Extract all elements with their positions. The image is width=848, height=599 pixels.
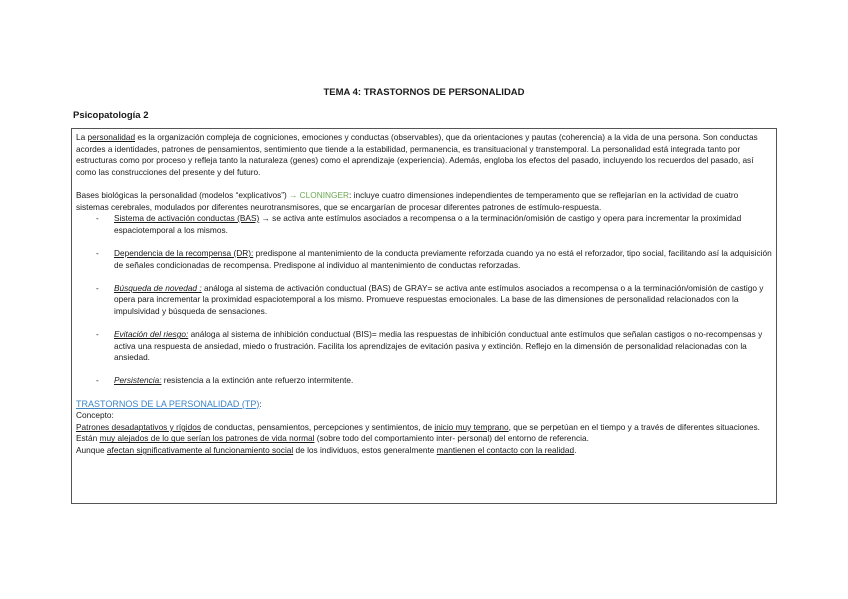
tp-line-1 bbox=[76, 422, 772, 434]
tp-term-patrones: Patrones desadaptativos y rígidos bbox=[76, 421, 201, 432]
dimensions-list bbox=[76, 213, 772, 236]
list-item bbox=[76, 213, 772, 236]
intro-text-rest: es la organización compleja de cogniciones, emociones y conductas (observables), que da orientaciones y pautas (coherencia) a la vida de una persona. Son conductas acordes a identidades, patrones de pensamientos, sentimiento que tiende a la estabilidad, permanencia, es transituacional y transtemporal. La personalidad está integrada tanto por estructuras como por proceso y refleja tanto la naturaleza (genes) como el aprendizaje (experiencia). Además, engloba los efectos del pasado, incluyendo los recuerdos del pasado, así como las construcciones del presente y del futuro. bbox=[76, 132, 758, 177]
concept-label: Concepto: bbox=[76, 410, 114, 421]
list-item bbox=[76, 375, 772, 387]
tp-text: de conductas, pensamientos, percepciones y sentimientos, de bbox=[201, 421, 435, 432]
tp-text: Están bbox=[76, 433, 100, 444]
item-text: análoga al sistema de inhibición conductual (BIS)= media las respuestas de inhibición conductual ante estímulos que señalan castigos o no-recompensas y activa una respuesta de ansiedad, miedo o frustración. Facilita los aprendizajes de evitación pasiva y extinción. Reflejo en la dimensión de personalidad relacionadas con la ansiedad. bbox=[114, 329, 763, 363]
bullet-dash: - bbox=[96, 375, 99, 386]
bullet-dash: - bbox=[96, 247, 99, 258]
bullet-dash: - bbox=[96, 213, 99, 224]
cloninger-term: CLONINGER bbox=[299, 189, 349, 200]
dimensions-list bbox=[76, 283, 772, 318]
item-text: resistencia a la extinción ante refuerzo intermitente. bbox=[161, 375, 354, 386]
list-item bbox=[76, 248, 772, 271]
bases-text-rest: : incluye cuatro dimensiones independientes de temperamento que se reflejarían en la actividad de cuatro sistemas cerebrales, modulados por diferentes neurotransmisores, que se encargarían de procesar diferentes patrones de estímulo-respuesta. bbox=[76, 189, 739, 212]
tp-term-afectan: afectan significativamente al funcionamiento social bbox=[106, 445, 294, 456]
bases-text: Bases biológicas la personalidad (modelos “explicativos”) bbox=[76, 189, 290, 200]
tp-text: Aunque bbox=[76, 445, 107, 456]
tp-heading-suffix: : bbox=[259, 398, 262, 409]
intro-text: La bbox=[76, 132, 88, 142]
page-title: TEMA 4: TRASTORNOS DE PERSONALIDAD bbox=[323, 87, 525, 98]
dimensions-list bbox=[76, 329, 772, 364]
arrow-icon: → bbox=[289, 189, 300, 200]
content-box bbox=[71, 128, 777, 504]
item-term: Dependencia de la recompensa (DR): bbox=[114, 247, 254, 258]
bullet-dash: - bbox=[96, 282, 99, 293]
item-text: → se activa ante estímulos asociados a recompensa o a la terminación/omisión de castigo y opera para incrementar la proximidad espaciotemporal a los mismos. bbox=[114, 213, 742, 235]
list-item bbox=[76, 329, 772, 364]
tp-line-2 bbox=[76, 433, 772, 445]
item-term: Sistema de activación conductas (BAS) bbox=[114, 213, 260, 224]
item-text: predispone al mantenimiento de la conducta previamente reforzada cuando ya no está el reforzador, tipo social, facilitando así la adquisición de señales condicionadas de recompensa. Predispone al individuo al mantenimiento de conductas reforzadas. bbox=[114, 247, 772, 270]
personalidad-term: personalidad bbox=[87, 132, 136, 142]
tp-term-inicio: inicio muy temprano bbox=[434, 421, 509, 432]
item-text: análoga al sistema de activación conductual (BAS) de GRAY= se activa ante estímulos asociados a recompensa o a la terminación/omisión de castigo y opera para incrementar la proximidad espaciotemporal a los mismo. Promueve respuestas emocionales. La base de las dimensiones de personalidad relacionados con la impulsividad y búsqueda de sensaciones. bbox=[114, 282, 764, 316]
tp-heading-text: TRASTORNOS DE LA PERSONALIDAD (TP) bbox=[76, 398, 260, 409]
bases-paragraph bbox=[76, 190, 772, 213]
tp-text: . bbox=[574, 445, 577, 456]
tp-text: de los individuos, estos generalmente bbox=[293, 445, 437, 456]
item-term: Evitación del riesgo: bbox=[114, 329, 189, 340]
dimensions-list bbox=[76, 375, 772, 387]
dimensions-list bbox=[76, 248, 772, 271]
tp-text: , que se perpetúan en el tiempo y a través de diferentes situaciones. bbox=[508, 421, 760, 432]
intro-paragraph bbox=[76, 132, 772, 178]
item-term: Persistencia: bbox=[114, 375, 162, 386]
document-subtitle: Psicopatología 2 bbox=[73, 110, 149, 121]
tp-text: (sobre todo del comportamiento inter- personal) del entorno de referencia. bbox=[314, 433, 589, 444]
bullet-dash: - bbox=[96, 329, 99, 340]
tp-term-contacto: mantienen el contacto con la realidad bbox=[436, 445, 575, 456]
tp-heading bbox=[76, 399, 772, 411]
tp-term-alejados: muy alejados de lo que serían los patrones de vida normal bbox=[99, 433, 315, 444]
item-term: Búsqueda de novedad : bbox=[114, 282, 202, 293]
tp-line-3 bbox=[76, 445, 772, 457]
list-item bbox=[76, 283, 772, 318]
